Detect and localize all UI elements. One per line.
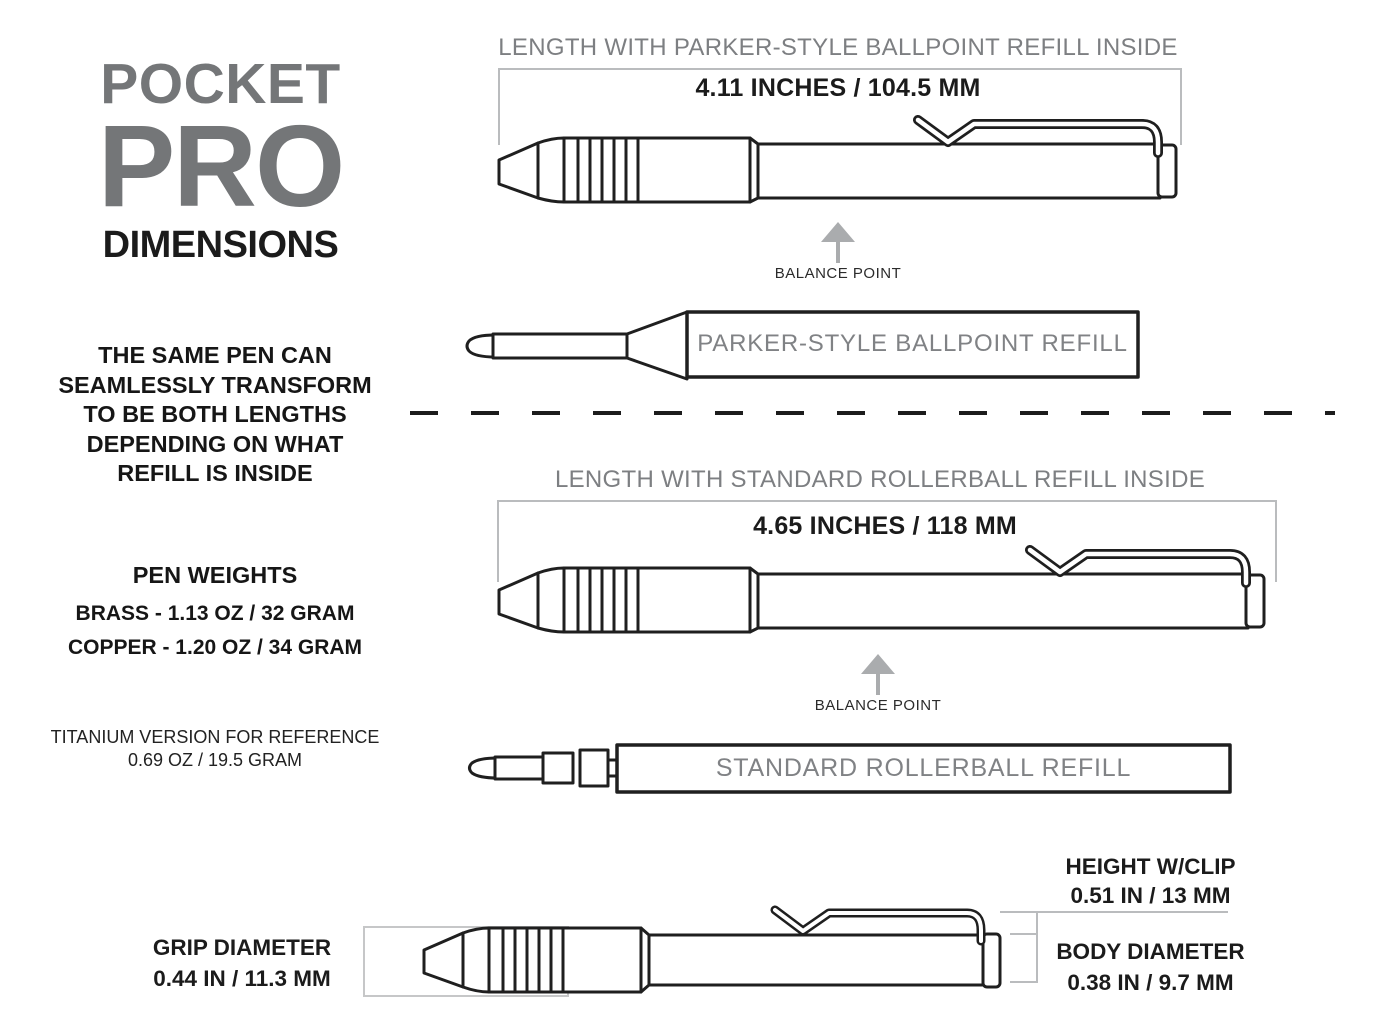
refill-tube bbox=[493, 334, 627, 358]
intro-line: TO BE BOTH LENGTHS bbox=[83, 401, 347, 427]
grip-diameter-value: 0.44 IN / 11.3 MM bbox=[153, 966, 331, 991]
pen-tip bbox=[499, 143, 538, 198]
height-with-clip-value: 0.51 IN / 13 MM bbox=[1070, 883, 1231, 908]
intro-text bbox=[50, 341, 380, 489]
pen-parker-drawing bbox=[490, 110, 1190, 210]
pen-rollerball-drawing bbox=[490, 540, 1280, 640]
pen-weights-heading: PEN WEIGHTS bbox=[132, 562, 298, 588]
refill-ball-tip bbox=[467, 335, 495, 357]
grip-diameter-label: GRIP DIAMETER bbox=[152, 935, 332, 960]
titanium-note-line1: TITANIUM VERSION FOR REFERENCE bbox=[50, 727, 380, 747]
refill-collar bbox=[580, 750, 608, 786]
refill-tube bbox=[495, 757, 543, 779]
parker-length-value: 4.11 INCHES / 104.5 MM bbox=[695, 74, 981, 102]
pen-grip bbox=[489, 928, 641, 992]
copper-weight: COPPER - 1.20 OZ / 34 GRAM bbox=[67, 636, 363, 659]
pen-diameter-drawing bbox=[415, 900, 1015, 1000]
title-word-pro: PRO bbox=[97, 101, 344, 231]
rollerball-section-heading: LENGTH WITH STANDARD ROLLERBALL REFILL INSIDE bbox=[554, 466, 1206, 493]
refill-ball-tip bbox=[470, 758, 498, 778]
intro-line: THE SAME PEN CAN bbox=[98, 342, 332, 368]
rollerball-length-value: 4.65 INCHES / 118 MM bbox=[753, 512, 1017, 540]
titanium-note bbox=[50, 726, 380, 771]
pen-grip bbox=[564, 568, 750, 632]
height-with-clip-text bbox=[1038, 852, 1263, 910]
pen-tip bbox=[499, 573, 538, 628]
rollerball-balance-point-label: BALANCE POINT bbox=[814, 697, 942, 714]
height-with-clip-label: HEIGHT W/CLIP bbox=[1065, 854, 1236, 879]
pen-barrel bbox=[758, 574, 1248, 628]
refill-collar bbox=[543, 753, 573, 783]
brass-weight: BRASS - 1.13 OZ / 32 GRAM bbox=[75, 602, 355, 625]
balance-point-arrow-icon bbox=[858, 653, 898, 696]
pen-tip bbox=[424, 933, 463, 987]
pen-weights-block bbox=[50, 561, 380, 665]
title-block bbox=[93, 52, 348, 267]
divider-dashed-line bbox=[410, 411, 1335, 415]
body-diameter-text bbox=[1038, 936, 1263, 998]
intro-line: SEAMLESSLY TRANSFORM bbox=[58, 371, 372, 398]
body-diameter-value: 0.38 IN / 9.7 MM bbox=[1067, 970, 1234, 995]
grip-diameter-text bbox=[108, 932, 376, 994]
pen-barrel bbox=[758, 144, 1160, 198]
pen-barrel bbox=[649, 935, 985, 985]
balance-point-arrow-icon bbox=[818, 221, 858, 264]
parker-balance-point-label: BALANCE POINT bbox=[774, 265, 902, 282]
rollerball-refill-label: STANDARD ROLLERBALL REFILL bbox=[715, 754, 1132, 782]
intro-line: REFILL IS INSIDE bbox=[117, 460, 313, 486]
pen-end-cap bbox=[983, 934, 1000, 987]
title-word-pocket: POCKET bbox=[100, 52, 341, 116]
intro-line: DEPENDING ON WHAT bbox=[86, 430, 344, 457]
parker-section-heading: LENGTH WITH PARKER-STYLE BALLPOINT REFILL INSIDE bbox=[498, 34, 1178, 61]
height-clip-measure-line bbox=[1000, 911, 1228, 913]
pen-grip bbox=[564, 138, 750, 202]
title-word-dimensions: DIMENSIONS bbox=[102, 223, 339, 266]
body-diameter-label: BODY DIAMETER bbox=[1056, 939, 1245, 964]
titanium-note-line2: 0.69 OZ / 19.5 GRAM bbox=[127, 749, 303, 770]
parker-refill-label: PARKER-STYLE BALLPOINT REFILL bbox=[697, 329, 1128, 357]
